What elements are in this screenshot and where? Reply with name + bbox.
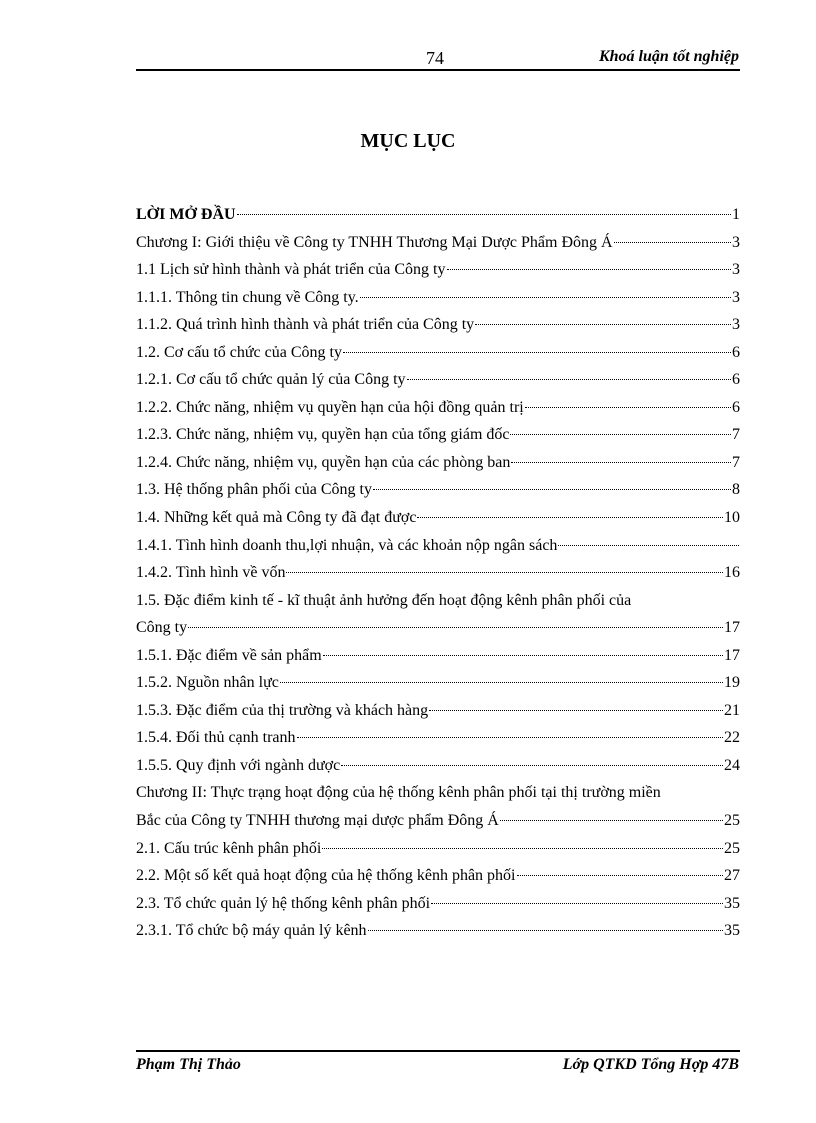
dot-leader — [360, 297, 731, 298]
dot-leader — [510, 434, 731, 435]
toc-entry-title: 1.2.1. Cơ cấu tổ chức quản lý của Công ty — [136, 371, 406, 389]
toc-entry-title: 1.2.2. Chức năng, nhiệm vụ quyền hạn của hội đồng quản trị — [136, 398, 524, 416]
dot-leader — [286, 572, 723, 573]
toc-entry-page: 21 — [724, 701, 740, 719]
toc-entry[interactable] — [136, 642, 740, 670]
toc-entry-title: 1.3. Hệ thống phân phối của Công ty — [136, 481, 372, 499]
dot-leader — [341, 765, 723, 766]
dot-leader — [500, 820, 723, 821]
dot-leader — [431, 903, 723, 904]
dot-leader — [237, 214, 731, 215]
toc-entry-page: 8 — [732, 481, 740, 499]
toc-entry-title: 2.3. Tổ chức quản lý hệ thống kênh phân phối — [136, 894, 431, 912]
toc-entry-page: 3 — [732, 261, 740, 279]
header-rule — [136, 69, 740, 71]
toc-entry-page: 3 — [732, 288, 740, 306]
dot-leader — [297, 737, 723, 738]
dot-leader — [417, 517, 723, 518]
toc-entry[interactable] — [136, 311, 740, 339]
toc-entry-title: 1.5.2. Nguồn nhân lực — [136, 674, 279, 692]
toc-entry-page: 35 — [724, 894, 740, 912]
dot-leader — [511, 462, 731, 463]
dot-leader — [407, 379, 731, 380]
dot-leader — [373, 489, 731, 490]
toc-entry[interactable] — [136, 614, 740, 642]
document-title: Khoá luận tốt nghiệp — [598, 48, 739, 65]
footer-author: Phạm Thị Thảo — [136, 1056, 241, 1073]
toc-entry[interactable] — [136, 394, 740, 422]
toc-entry-page: 25 — [724, 839, 740, 857]
toc-entry-title: 1.4.1. Tình hình doanh thu,lợi nhuận, và các khoản nộp ngân sách — [136, 536, 558, 554]
table-of-contents — [136, 201, 740, 945]
toc-entry[interactable] — [136, 449, 740, 477]
toc-entry-page: 6 — [732, 398, 740, 416]
toc-entry-title: 1.5.5. Quy định với ngành dược — [136, 756, 341, 774]
toc-entry-title: 1.1.2. Quá trình hình thành và phát triển của Công ty — [136, 316, 475, 334]
toc-entry-title: 2.1. Cấu trúc kênh phân phối — [136, 839, 322, 857]
toc-entry[interactable] — [136, 366, 740, 394]
toc-entry[interactable] — [136, 587, 740, 615]
toc-entry-page: 3 — [732, 233, 740, 251]
toc-entry-title: 1.5. Đặc điểm kinh tế - kĩ thuật ảnh hưởng đến hoạt động kênh phân phối của — [136, 591, 632, 609]
toc-entry[interactable] — [136, 559, 740, 587]
dot-leader — [558, 545, 739, 546]
toc-entry-page: 7 — [732, 426, 740, 444]
toc-entry-title: 1.4.2. Tình hình về vốn — [136, 564, 286, 582]
toc-entry[interactable] — [136, 229, 740, 257]
toc-entry-title: 1.1 Lịch sử hình thành và phát triển của Công ty — [136, 261, 446, 279]
toc-entry[interactable] — [136, 284, 740, 312]
toc-entry-title: 1.5.4. Đối thủ cạnh tranh — [136, 729, 296, 747]
toc-entry-title: 1.5.3. Đặc điểm của thị trường và khách hàng — [136, 701, 429, 719]
toc-entry-page: 19 — [724, 674, 740, 692]
toc-entry-page: 17 — [724, 646, 740, 664]
dot-leader — [322, 848, 723, 849]
toc-entry[interactable] — [136, 752, 740, 780]
toc-entry-page: 7 — [732, 453, 740, 471]
toc-entry-title: Chương I: Giới thiệu về Công ty TNHH Thương Mại Dược Phẩm Đông Á — [136, 233, 613, 251]
toc-entry[interactable] — [136, 917, 740, 945]
toc-entry[interactable] — [136, 504, 740, 532]
toc-entry-title: 1.4. Những kết quả mà Công ty đã đạt được — [136, 509, 417, 527]
toc-entry-title: 1.2.3. Chức năng, nhiệm vụ, quyền hạn của tổng giám đốc — [136, 426, 510, 444]
toc-heading: MỤC LỤC — [360, 130, 456, 152]
page-number: 74 — [426, 48, 444, 68]
toc-entry[interactable] — [136, 835, 740, 863]
toc-entry-page: 1 — [732, 206, 740, 223]
toc-entry-title: 1.2.4. Chức năng, nhiệm vụ, quyền hạn của các phòng ban — [136, 453, 511, 471]
dot-leader — [517, 875, 724, 876]
toc-entry-page: 35 — [724, 922, 740, 940]
toc-entry[interactable] — [136, 256, 740, 284]
dot-leader — [323, 655, 723, 656]
dot-leader — [188, 627, 723, 628]
toc-entry-page: 27 — [724, 867, 740, 885]
toc-entry-title: Bắc của Công ty TNHH thương mại dược phẩm Đông Á — [136, 812, 499, 830]
toc-entry[interactable] — [136, 421, 740, 449]
toc-entry-title: Chương II: Thực trạng hoạt động của hệ thống kênh phân phối tại thị trường miền — [136, 784, 661, 802]
toc-entry[interactable] — [136, 476, 740, 504]
footer-rule — [136, 1050, 740, 1052]
toc-entry[interactable] — [136, 724, 740, 752]
toc-entry-page: 17 — [724, 619, 740, 637]
toc-entry-page: 24 — [724, 756, 740, 774]
dot-leader — [280, 682, 723, 683]
toc-entry-title: 1.5.1. Đặc điểm về sản phẩm — [136, 646, 322, 664]
footer-class: Lớp QTKD Tổng Hợp 47B — [562, 1056, 739, 1073]
toc-entry[interactable] — [136, 532, 740, 560]
toc-entry[interactable] — [136, 890, 740, 918]
dot-leader — [447, 269, 732, 270]
toc-entry-page: 16 — [724, 564, 740, 582]
toc-entry-page: 10 — [724, 509, 740, 527]
toc-entry[interactable] — [136, 779, 740, 807]
toc-entry-title: 1.2. Cơ cấu tổ chức của Công ty — [136, 343, 342, 361]
toc-entry[interactable] — [136, 201, 740, 229]
dot-leader — [343, 352, 731, 353]
toc-entry[interactable] — [136, 807, 740, 835]
toc-entry[interactable] — [136, 862, 740, 890]
toc-entry-page: 25 — [724, 812, 740, 830]
dot-leader — [614, 242, 731, 243]
toc-entry[interactable] — [136, 669, 740, 697]
toc-entry[interactable] — [136, 339, 740, 367]
dot-leader — [475, 324, 731, 325]
toc-entry-title: 2.3.1. Tổ chức bộ máy quản lý kênh — [136, 922, 367, 940]
toc-entry-page: 6 — [732, 371, 740, 389]
dot-leader — [368, 930, 723, 931]
toc-entry-title: Công ty — [136, 619, 188, 637]
dot-leader — [525, 407, 731, 408]
toc-entry-page: 6 — [732, 343, 740, 361]
toc-entry-page: 22 — [724, 729, 740, 747]
toc-entry-title: LỜI MỞ ĐẦU — [136, 206, 236, 223]
toc-entry-title: 2.2. Một số kết quả hoạt động của hệ thống kênh phân phối — [136, 867, 516, 885]
toc-entry-page: 3 — [732, 316, 740, 334]
toc-entry-title: 1.1.1. Thông tin chung về Công ty. — [136, 288, 359, 306]
toc-entry[interactable] — [136, 697, 740, 725]
dot-leader — [429, 710, 723, 711]
